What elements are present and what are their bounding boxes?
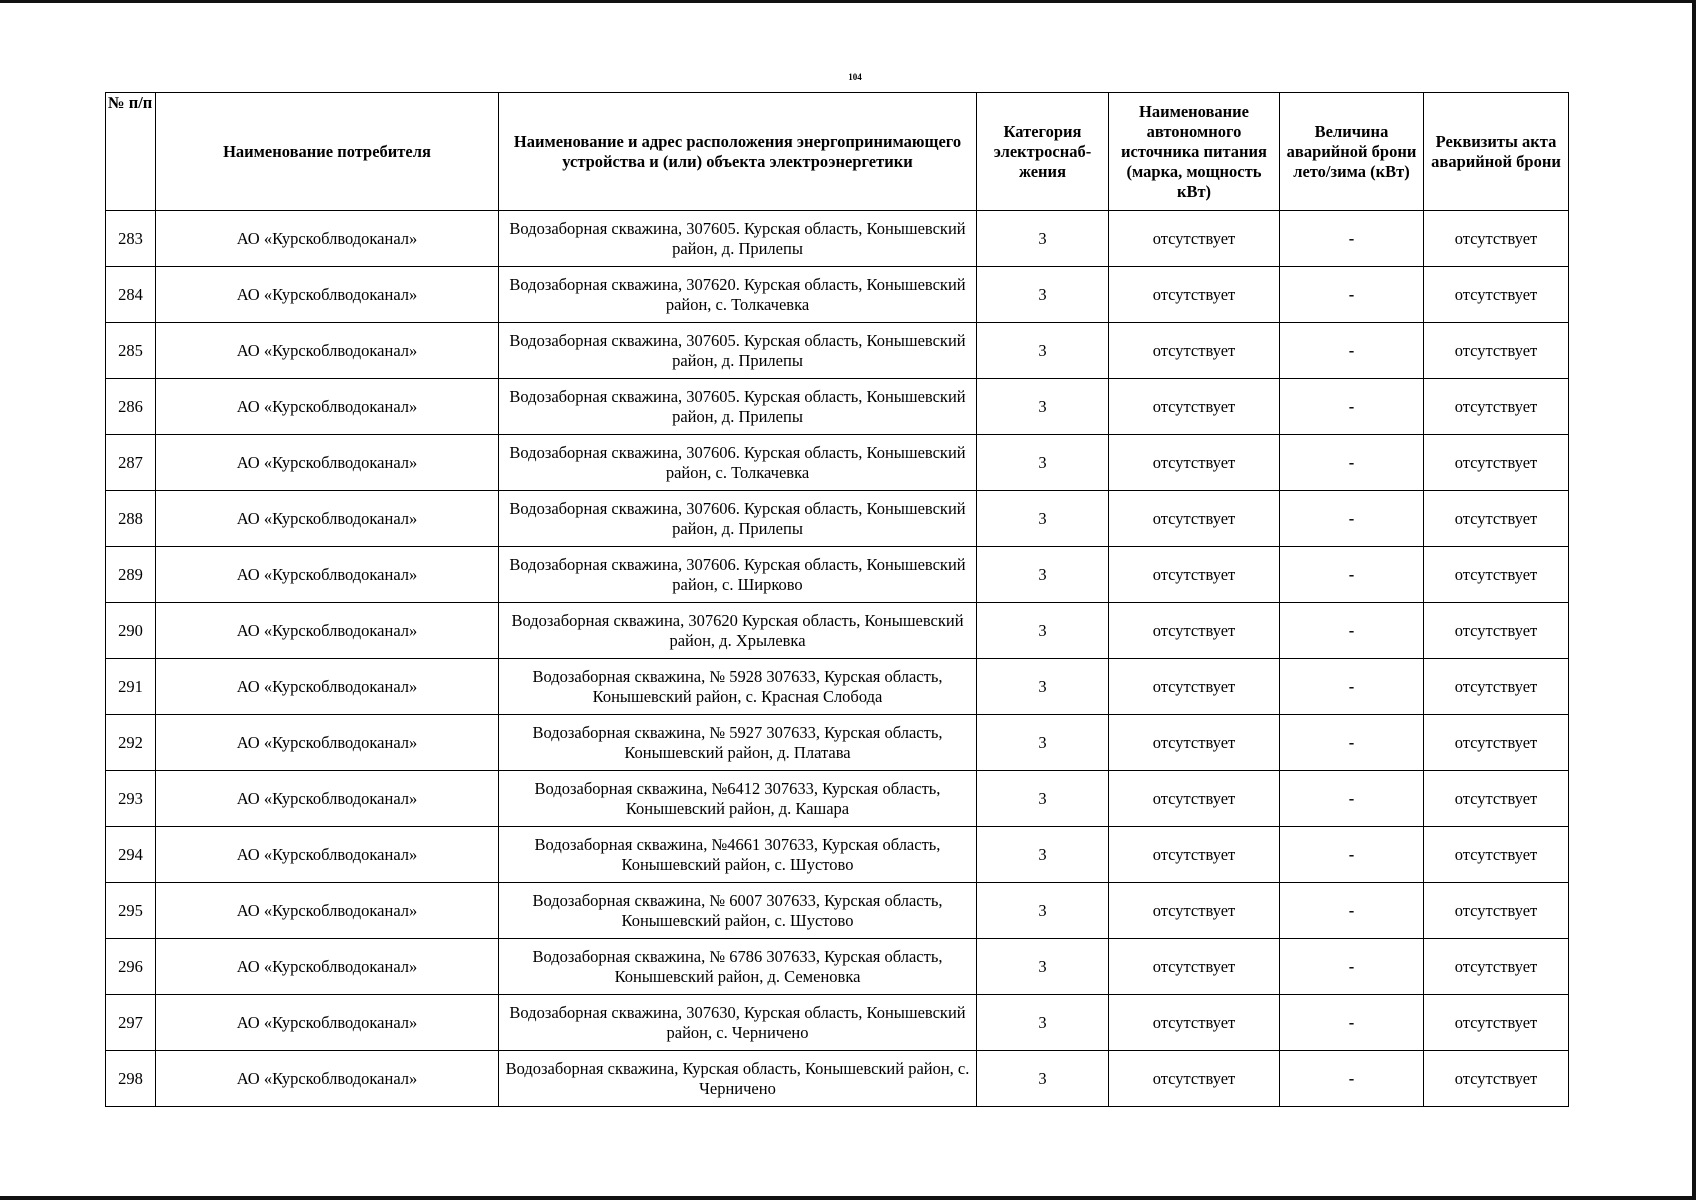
reserve-act-details: отсутствует bbox=[1424, 435, 1569, 491]
autonomous-source: отсутствует bbox=[1109, 1051, 1280, 1107]
row-number: 296 bbox=[106, 939, 156, 995]
supply-category: 3 bbox=[977, 603, 1109, 659]
autonomous-source: отсутствует bbox=[1109, 659, 1280, 715]
scan-border-right bbox=[1692, 0, 1696, 1200]
row-number: 297 bbox=[106, 995, 156, 1051]
reserve-act-details: отсутствует bbox=[1424, 491, 1569, 547]
supply-category: 3 bbox=[977, 491, 1109, 547]
table-body bbox=[106, 211, 1569, 1107]
row-number: 286 bbox=[106, 379, 156, 435]
supply-category: 3 bbox=[977, 939, 1109, 995]
supply-category: 3 bbox=[977, 995, 1109, 1051]
supply-category: 3 bbox=[977, 323, 1109, 379]
reserve-act-details: отсутствует bbox=[1424, 211, 1569, 267]
supply-category: 3 bbox=[977, 267, 1109, 323]
supply-category: 3 bbox=[977, 659, 1109, 715]
emergency-reserve-value: - bbox=[1280, 379, 1424, 435]
reserve-act-details: отсутствует bbox=[1424, 267, 1569, 323]
header-object: Наименование и адрес расположения энергопринимающего устройства и (или) объекта электроэнергетики bbox=[499, 93, 977, 211]
autonomous-source: отсутствует bbox=[1109, 771, 1280, 827]
supply-category: 3 bbox=[977, 547, 1109, 603]
reserve-act-details: отсутствует bbox=[1424, 323, 1569, 379]
row-number: 291 bbox=[106, 659, 156, 715]
row-number: 288 bbox=[106, 491, 156, 547]
header-category: Категория электроснаб-жения bbox=[977, 93, 1109, 211]
table-row bbox=[106, 547, 1569, 603]
table-row bbox=[106, 827, 1569, 883]
object-address: Водозаборная скважина, № 6786 307633, Курская область, Конышевский район, д. Семеновка bbox=[499, 939, 977, 995]
emergency-reserve-value: - bbox=[1280, 211, 1424, 267]
table-row bbox=[106, 939, 1569, 995]
autonomous-source: отсутствует bbox=[1109, 939, 1280, 995]
table-row bbox=[106, 267, 1569, 323]
consumer-name: АО «Курскоблводоканал» bbox=[156, 379, 499, 435]
object-address: Водозаборная скважина, №4661 307633, Курская область, Конышевский район, с. Шустово bbox=[499, 827, 977, 883]
emergency-reserve-value: - bbox=[1280, 603, 1424, 659]
reserve-act-details: отсутствует bbox=[1424, 883, 1569, 939]
row-number: 292 bbox=[106, 715, 156, 771]
object-address: Водозаборная скважина, Курская область, Конышевский район, с. Черничено bbox=[499, 1051, 977, 1107]
consumer-name: АО «Курскоблводоканал» bbox=[156, 323, 499, 379]
object-address: Водозаборная скважина, 307620 Курская область, Конышевский район, д. Хрылевка bbox=[499, 603, 977, 659]
consumer-name: АО «Курскоблводоканал» bbox=[156, 995, 499, 1051]
autonomous-source: отсутствует bbox=[1109, 995, 1280, 1051]
reserve-act-details: отсутствует bbox=[1424, 659, 1569, 715]
consumer-name: АО «Курскоблводоканал» bbox=[156, 771, 499, 827]
emergency-reserve-table bbox=[105, 92, 1569, 1107]
consumer-name: АО «Курскоблводоканал» bbox=[156, 491, 499, 547]
row-number: 284 bbox=[106, 267, 156, 323]
emergency-reserve-value: - bbox=[1280, 939, 1424, 995]
reserve-act-details: отсутствует bbox=[1424, 379, 1569, 435]
supply-category: 3 bbox=[977, 211, 1109, 267]
emergency-reserve-value: - bbox=[1280, 995, 1424, 1051]
emergency-reserve-value: - bbox=[1280, 659, 1424, 715]
table-row bbox=[106, 883, 1569, 939]
table-row bbox=[106, 379, 1569, 435]
supply-category: 3 bbox=[977, 883, 1109, 939]
table-row bbox=[106, 603, 1569, 659]
autonomous-source: отсутствует bbox=[1109, 827, 1280, 883]
table-row bbox=[106, 1051, 1569, 1107]
scan-border-bottom bbox=[0, 1196, 1696, 1200]
supply-category: 3 bbox=[977, 435, 1109, 491]
autonomous-source: отсутствует bbox=[1109, 379, 1280, 435]
autonomous-source: отсутствует bbox=[1109, 883, 1280, 939]
autonomous-source: отсутствует bbox=[1109, 547, 1280, 603]
consumer-name: АО «Курскоблводоканал» bbox=[156, 1051, 499, 1107]
object-address: Водозаборная скважина, № 5927 307633, Курская область, Конышевский район, д. Платава bbox=[499, 715, 977, 771]
consumer-name: АО «Курскоблводоканал» bbox=[156, 435, 499, 491]
autonomous-source: отсутствует bbox=[1109, 435, 1280, 491]
consumer-name: АО «Курскоблводоканал» bbox=[156, 883, 499, 939]
row-number: 298 bbox=[106, 1051, 156, 1107]
object-address: Водозаборная скважина, 307620. Курская область, Конышевский район, с. Толкачевка bbox=[499, 267, 977, 323]
row-number: 285 bbox=[106, 323, 156, 379]
emergency-reserve-value: - bbox=[1280, 827, 1424, 883]
autonomous-source: отсутствует bbox=[1109, 267, 1280, 323]
emergency-reserve-value: - bbox=[1280, 547, 1424, 603]
table-header-row bbox=[106, 93, 1569, 211]
consumer-name: АО «Курскоблводоканал» bbox=[156, 939, 499, 995]
header-source: Наименование автономного источника питания (марка, мощность кВт) bbox=[1109, 93, 1280, 211]
consumer-name: АО «Курскоблводоканал» bbox=[156, 715, 499, 771]
table-row bbox=[106, 211, 1569, 267]
table-row bbox=[106, 491, 1569, 547]
autonomous-source: отсутствует bbox=[1109, 211, 1280, 267]
header-act: Реквизиты акта аварийной брони bbox=[1424, 93, 1569, 211]
object-address: Водозаборная скважина, 307605. Курская область, Конышевский район, д. Прилепы bbox=[499, 379, 977, 435]
reserve-act-details: отсутствует bbox=[1424, 827, 1569, 883]
autonomous-source: отсутствует bbox=[1109, 603, 1280, 659]
object-address: Водозаборная скважина, № 5928 307633, Курская область, Конышевский район, с. Красная Слобода bbox=[499, 659, 977, 715]
table-row bbox=[106, 995, 1569, 1051]
reserve-act-details: отсутствует bbox=[1424, 603, 1569, 659]
row-number: 294 bbox=[106, 827, 156, 883]
reserve-act-details: отсутствует bbox=[1424, 939, 1569, 995]
row-number: 295 bbox=[106, 883, 156, 939]
row-number: 290 bbox=[106, 603, 156, 659]
emergency-reserve-value: - bbox=[1280, 1051, 1424, 1107]
consumer-name: АО «Курскоблводоканал» bbox=[156, 659, 499, 715]
autonomous-source: отсутствует bbox=[1109, 323, 1280, 379]
consumer-name: АО «Курскоблводоканал» bbox=[156, 827, 499, 883]
row-number: 289 bbox=[106, 547, 156, 603]
consumer-name: АО «Курскоблводоканал» bbox=[156, 211, 499, 267]
reserve-act-details: отсутствует bbox=[1424, 547, 1569, 603]
row-number: 283 bbox=[106, 211, 156, 267]
page-number: 104 bbox=[848, 72, 862, 82]
emergency-reserve-value: - bbox=[1280, 883, 1424, 939]
reserve-act-details: отсутствует bbox=[1424, 715, 1569, 771]
autonomous-source: отсутствует bbox=[1109, 491, 1280, 547]
object-address: Водозаборная скважина, №6412 307633, Курская область, Конышевский район, д. Кашара bbox=[499, 771, 977, 827]
object-address: Водозаборная скважина, 307606. Курская область, Конышевский район, с. Ширково bbox=[499, 547, 977, 603]
supply-category: 3 bbox=[977, 1051, 1109, 1107]
emergency-reserve-value: - bbox=[1280, 435, 1424, 491]
row-number: 287 bbox=[106, 435, 156, 491]
object-address: Водозаборная скважина, 307605. Курская область, Конышевский район, д. Прилепы bbox=[499, 323, 977, 379]
emergency-reserve-value: - bbox=[1280, 323, 1424, 379]
consumer-name: АО «Курскоблводоканал» bbox=[156, 547, 499, 603]
header-consumer: Наименование потребителя bbox=[156, 93, 499, 211]
autonomous-source: отсутствует bbox=[1109, 715, 1280, 771]
emergency-reserve-value: - bbox=[1280, 715, 1424, 771]
consumer-name: АО «Курскоблводоканал» bbox=[156, 603, 499, 659]
object-address: Водозаборная скважина, 307606. Курская область, Конышевский район, с. Толкачевка bbox=[499, 435, 977, 491]
table-row bbox=[106, 323, 1569, 379]
object-address: Водозаборная скважина, 307605. Курская область, Конышевский район, д. Прилепы bbox=[499, 211, 977, 267]
table-row bbox=[106, 659, 1569, 715]
reserve-act-details: отсутствует bbox=[1424, 1051, 1569, 1107]
object-address: Водозаборная скважина, 307606. Курская область, Конышевский район, д. Прилепы bbox=[499, 491, 977, 547]
header-reserve: Величина аварийной брони лето/зима (кВт) bbox=[1280, 93, 1424, 211]
scan-border-top bbox=[0, 0, 1696, 3]
table-row bbox=[106, 771, 1569, 827]
emergency-reserve-value: - bbox=[1280, 771, 1424, 827]
supply-category: 3 bbox=[977, 827, 1109, 883]
emergency-reserve-value: - bbox=[1280, 267, 1424, 323]
supply-category: 3 bbox=[977, 771, 1109, 827]
supply-category: 3 bbox=[977, 379, 1109, 435]
object-address: Водозаборная скважина, № 6007 307633, Курская область, Конышевский район, с. Шустово bbox=[499, 883, 977, 939]
row-number: 293 bbox=[106, 771, 156, 827]
reserve-act-details: отсутствует bbox=[1424, 995, 1569, 1051]
object-address: Водозаборная скважина, 307630, Курская область, Конышевский район, с. Черничено bbox=[499, 995, 977, 1051]
reserve-act-details: отсутствует bbox=[1424, 771, 1569, 827]
table-row bbox=[106, 435, 1569, 491]
table-row bbox=[106, 715, 1569, 771]
consumer-name: АО «Курскоблводоканал» bbox=[156, 267, 499, 323]
emergency-reserve-value: - bbox=[1280, 491, 1424, 547]
supply-category: 3 bbox=[977, 715, 1109, 771]
header-num: № п/п bbox=[106, 93, 156, 211]
